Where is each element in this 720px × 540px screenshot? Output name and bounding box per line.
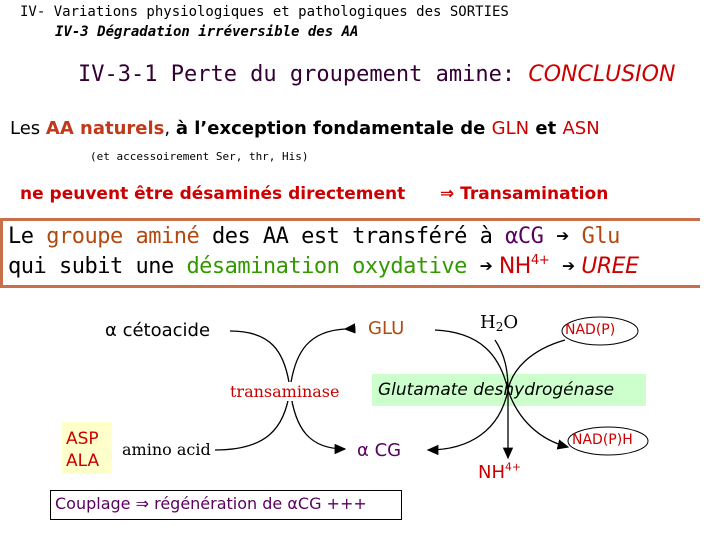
text-aa-naturels: AA naturels bbox=[45, 118, 165, 139]
text-acg: αCG bbox=[505, 224, 544, 249]
text-groupe-amine: groupe aminé bbox=[46, 224, 200, 249]
title-prefix: IV-3-1 Perte du groupement amine: bbox=[78, 62, 529, 87]
transamination-text: ⇒ Transamination bbox=[440, 184, 609, 204]
text-asn: ASN bbox=[562, 118, 600, 139]
right-arrow-icon: ➔ bbox=[479, 254, 493, 279]
nh4-text: NH bbox=[478, 462, 505, 483]
cannot-deaminate-text: ne peuvent être désaminés directement bbox=[20, 184, 406, 204]
title-conclusion: CONCLUSION bbox=[528, 62, 676, 87]
nadph-label: NAD(P)H bbox=[572, 432, 633, 448]
couplage-box: Couplage ⇒ régénération de αCG +++ bbox=[50, 490, 402, 520]
asp-text: ASP bbox=[66, 429, 99, 449]
text-desamination: désamination oxydative bbox=[186, 254, 467, 279]
h2o-o: O bbox=[503, 312, 519, 333]
text-nh4-charge: 4+ bbox=[530, 252, 550, 268]
right-arrow-icon: ➔ bbox=[556, 224, 569, 249]
text-glu: Glu bbox=[568, 224, 620, 249]
glu-label: GLU bbox=[368, 318, 405, 339]
text-gln: GLN bbox=[491, 118, 530, 139]
transaminase-label: transaminase bbox=[230, 382, 340, 401]
text-qui-subit: qui subit une bbox=[8, 254, 187, 279]
text-comma: , bbox=[164, 118, 176, 139]
ala-text: ALA bbox=[66, 451, 100, 471]
h2o-sub: 2 bbox=[495, 320, 504, 334]
text-nh4: NH bbox=[492, 254, 531, 279]
h2o-label bbox=[480, 312, 518, 334]
transaminase-curve-top-right bbox=[290, 329, 345, 389]
text-et: et bbox=[529, 118, 563, 139]
alpha-cetoacide-label: α cétoacide bbox=[105, 320, 211, 341]
asp-ala-label bbox=[66, 428, 99, 472]
nh4-label bbox=[478, 462, 521, 483]
text-des-aa: des AA est transféré à bbox=[199, 224, 506, 249]
alpha-cg-label: α CG bbox=[357, 440, 402, 461]
transaminase-curve-top bbox=[230, 331, 290, 389]
glutamate-dh-label: Glutamate deshydrogénase bbox=[378, 380, 615, 400]
nadp-label: NAD(P) bbox=[565, 322, 616, 338]
section-header: IV- Variations physiologiques et pathologiques des SORTIES bbox=[20, 4, 509, 20]
h2o-h: H bbox=[480, 312, 496, 333]
right-arrow-icon: ➔ bbox=[562, 254, 575, 279]
text-uree: UREE bbox=[574, 254, 639, 279]
note-text: (et accessoirement Ser, thr, His) bbox=[90, 150, 309, 163]
subsection-header: IV-3 Dégradation irréversible des AA bbox=[55, 24, 359, 40]
text-les: Les bbox=[10, 118, 46, 139]
text-le: Le bbox=[8, 224, 47, 249]
nh4-charge: 4+ bbox=[505, 460, 521, 474]
text-exception: à l’exception fondamentale de bbox=[175, 118, 492, 139]
amino-acid-label: amino acid bbox=[122, 440, 211, 459]
